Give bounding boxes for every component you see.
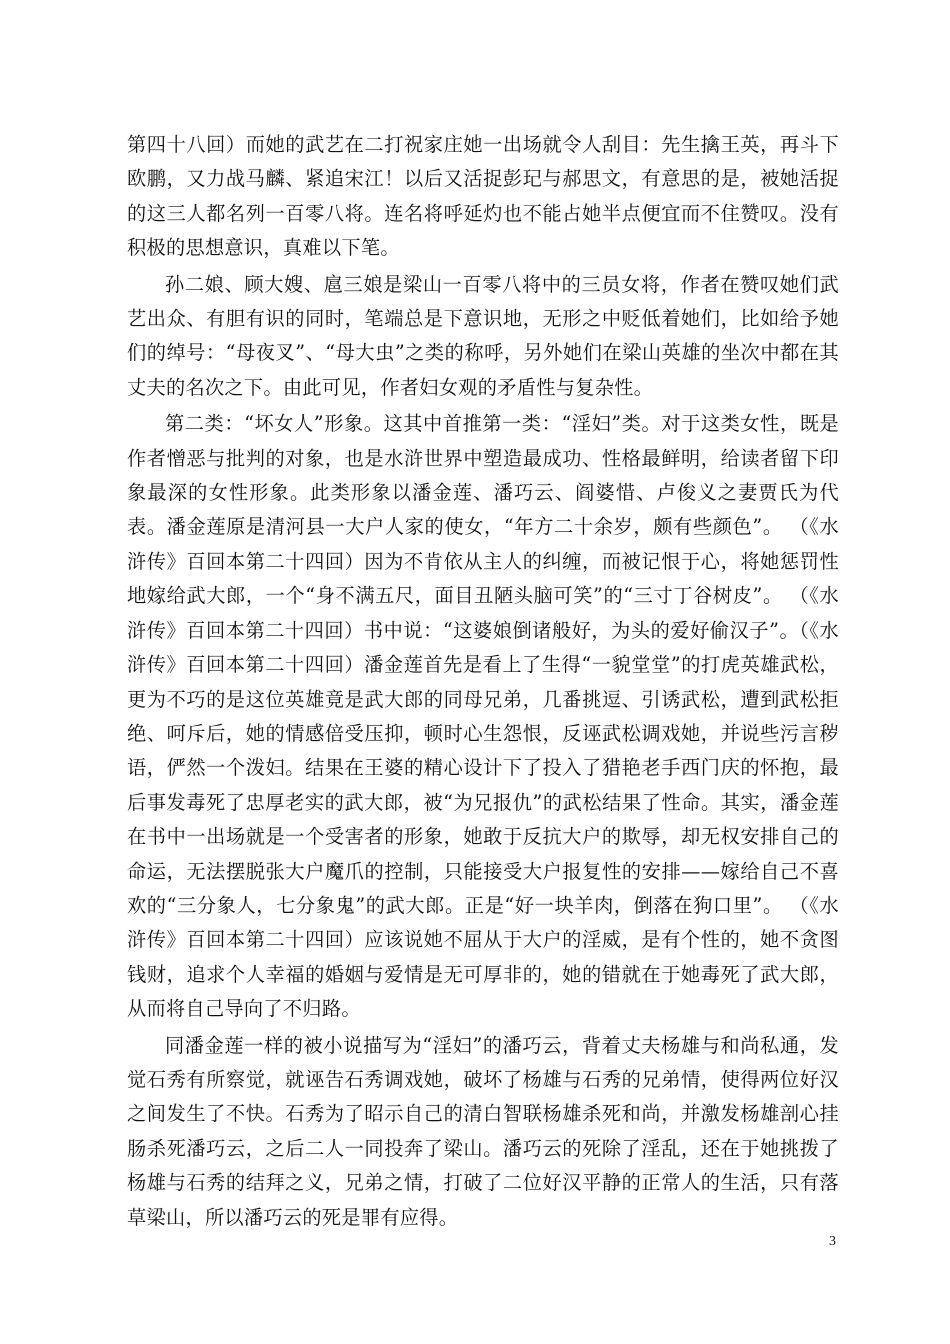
paragraph-pan-qiaoyun: 同潘金莲一样的被小说描写为“淫妇”的潘巧云，背着丈夫杨雄与和尚私通，发觉石秀有所察觉，就诬告石秀调戏她，破坏了杨雄与石秀的兄弟情，使得两位好汉之间发生了不快。石秀为了昭示自己的清白智联杨雄杀死和尚，并激发杨雄剖心挂肠杀死潘巧云，之后二人一同投奔了梁山。潘巧云的死除了淫乱，还在于她挑拨了杨雄与石秀的结拜之义，兄弟之情，打破了二位好汉平静的正常人的生活，只有落草梁山，所以潘巧云的死是罪有应得。 [127,1033,839,1229]
paragraph-female-generals: 孙二娘、顾大嫂、扈三娘是梁山一百零八将中的三员女将，作者在赞叹她们武艺出众、有胆有识的同时，笔端总是下意识地，无形之中贬低着她们，比如给予她们的绰号：“母夜叉”、“母大虫”之类的称呼，另外她们在梁山英雄的坐次中都在其丈夫的名次之下。由此可见，作者妇女观的矛盾性与复杂性。 [127,272,839,399]
paragraph-bad-women: 第二类：“坏女人”形象。这其中首推第一类：“淫妇”类。对于这类女性，既是作者憎恶与批判的对象，也是水浒世界中塑造最成功、性格最鲜明，给读者留下印象最深的女性形象。此类形象以潘金莲、潘巧云、阎婆惜、卢俊义之妻贾氏为代表。潘金莲原是清河县一大户人家的使女，“年方二十余岁，颇有些颜色”。 （《水浒传》百回本第二十四回）因为不肯依从主人的纠缠，而被记恨于心，将她惩罚性地嫁给武大郎，一个“身不满五尺，面目丑陋头脑可笑”的“三寸丁谷树皮”。 （《水浒传》百回本第二十四回）书中说：“这婆娘倒诸般好，为头的爱好偷汉子”。（《水浒传》百回本第二十四回）潘金莲首先是看上了生得“一貌堂堂”的打虎英雄武松，更为不巧的是这位英雄竟是武大郎的同母兄弟，几番挑逗、引诱武松，遭到武松拒绝、呵斥后，她的情感倍受压抑，顿时心生怨恨，反诬武松调戏她，并说些污言秽语，俨然一个泼妇。结果在王婆的精心设计下了投入了猎艳老手西门庆的怀抱，最后事发毒死了忠厚老实的武大郎，被“为兄报仇”的武松结果了性命。其实，潘金莲在书中一出场就是一个受害者的形象，她敢于反抗大户的欺辱，却无权安排自己的命运，无法摆脱张大户魔爪的控制，只能接受大户报复性的安排——嫁给自己不喜欢的“三分象人，七分象鬼”的武大郎。正是“好一块羊肉，倒落在狗口里”。 （《水浒传》百回本第二十四回）应该说她不屈从于大户的淫威，是有个性的，她不贪图钱财，追求个人幸福的婚姻与爱情是无可厚非的，她的错就在于她毒死了武大郎，从而将自己导向了不归路。 [127,412,839,1021]
page-number: 3 [829,1234,836,1249]
paragraph-continued: 第四十八回）而她的武艺在二打祝家庄她一出场就令人刮目：先生擒王英，再斗下欧鹏，又力战马麟、紧追宋江！以后又活捉彭玘与郝思文，有意思的是，被她活捉的这三人都名列一百零八将。连名将呼延灼也不能占她半点便宜而不住赞叹。没有积极的思想意识，真难以下笔。 [127,133,839,260]
page-body [127,128,839,1237]
